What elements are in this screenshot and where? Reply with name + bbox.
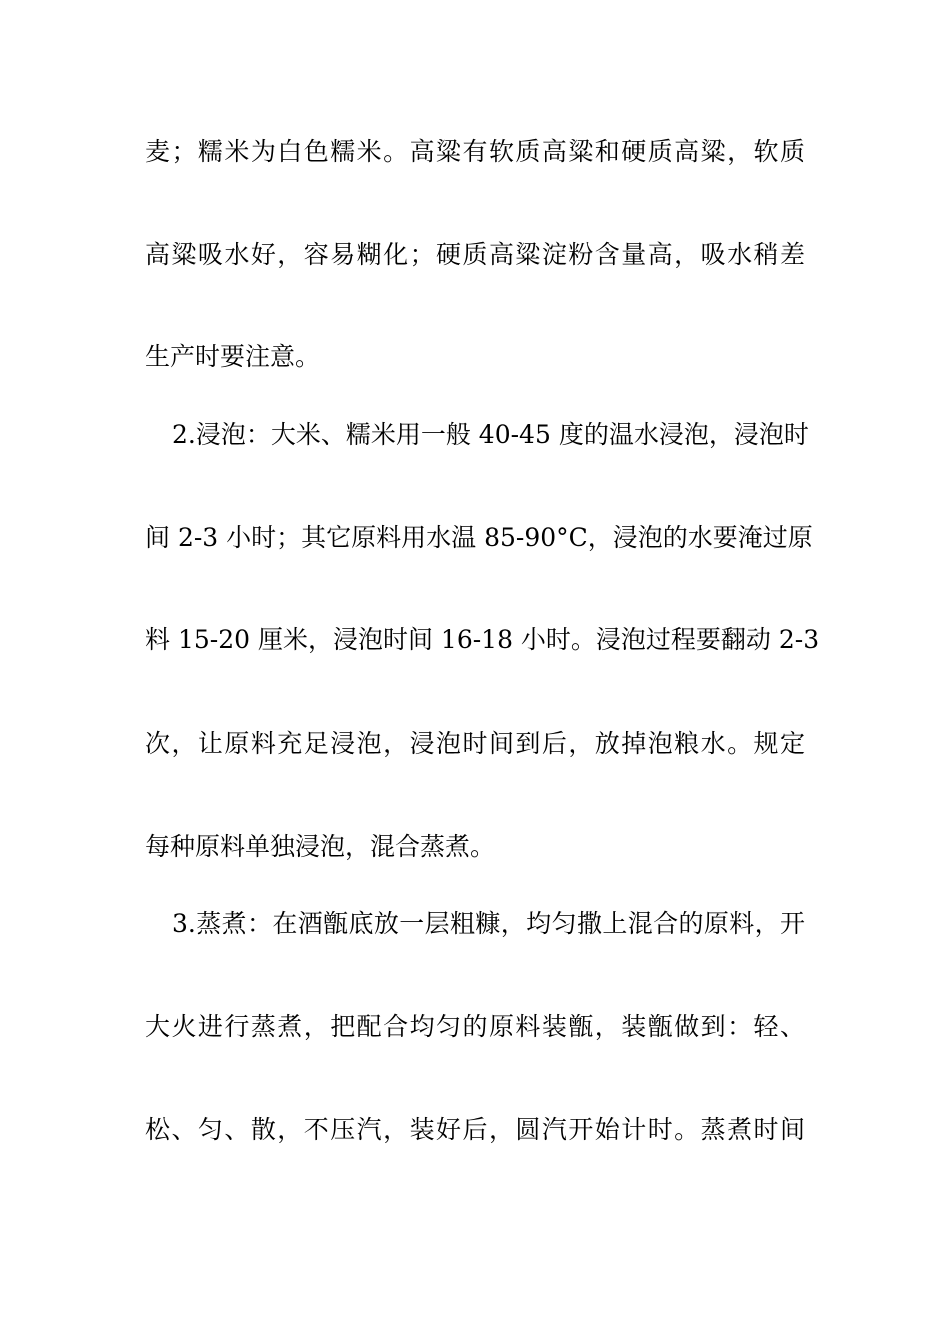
paragraph-line: 2.浸泡：大米、糯米用一般 40-45 度的温水浸泡，浸泡时 xyxy=(172,420,809,449)
paragraph-line: 每种原料单独浸泡，混合蒸煮。 xyxy=(145,832,496,861)
paragraph-line: 大火进行蒸煮，把配合均匀的原料装甑，装甑做到：轻、 xyxy=(145,1012,805,1041)
paragraph-line: 间 2-3 小时；其它原料用水温 85-90°C，浸泡的水要淹过原 xyxy=(145,523,813,552)
paragraph-line: 料 15-20 厘米，浸泡时间 16-18 小时。浸泡过程要翻动 2-3 xyxy=(145,625,820,654)
paragraph-line: 松、匀、散，不压汽，装好后，圆汽开始计时。蒸煮时间 xyxy=(145,1115,805,1144)
paragraph-line: 麦；糯米为白色糯米。高粱有软质高粱和硬质高粱，软质 xyxy=(145,137,805,166)
paragraph-line: 3.蒸煮：在酒甑底放一层粗糠，均匀撒上混合的原料，开 xyxy=(172,909,805,938)
paragraph-line: 高粱吸水好，容易糊化；硬质高粱淀粉含量高，吸水稍差 xyxy=(145,240,805,269)
paragraph-line: 生产时要注意。 xyxy=(145,342,321,371)
paragraph-line: 次，让原料充足浸泡，浸泡时间到后，放掉泡粮水。规定 xyxy=(145,729,805,758)
